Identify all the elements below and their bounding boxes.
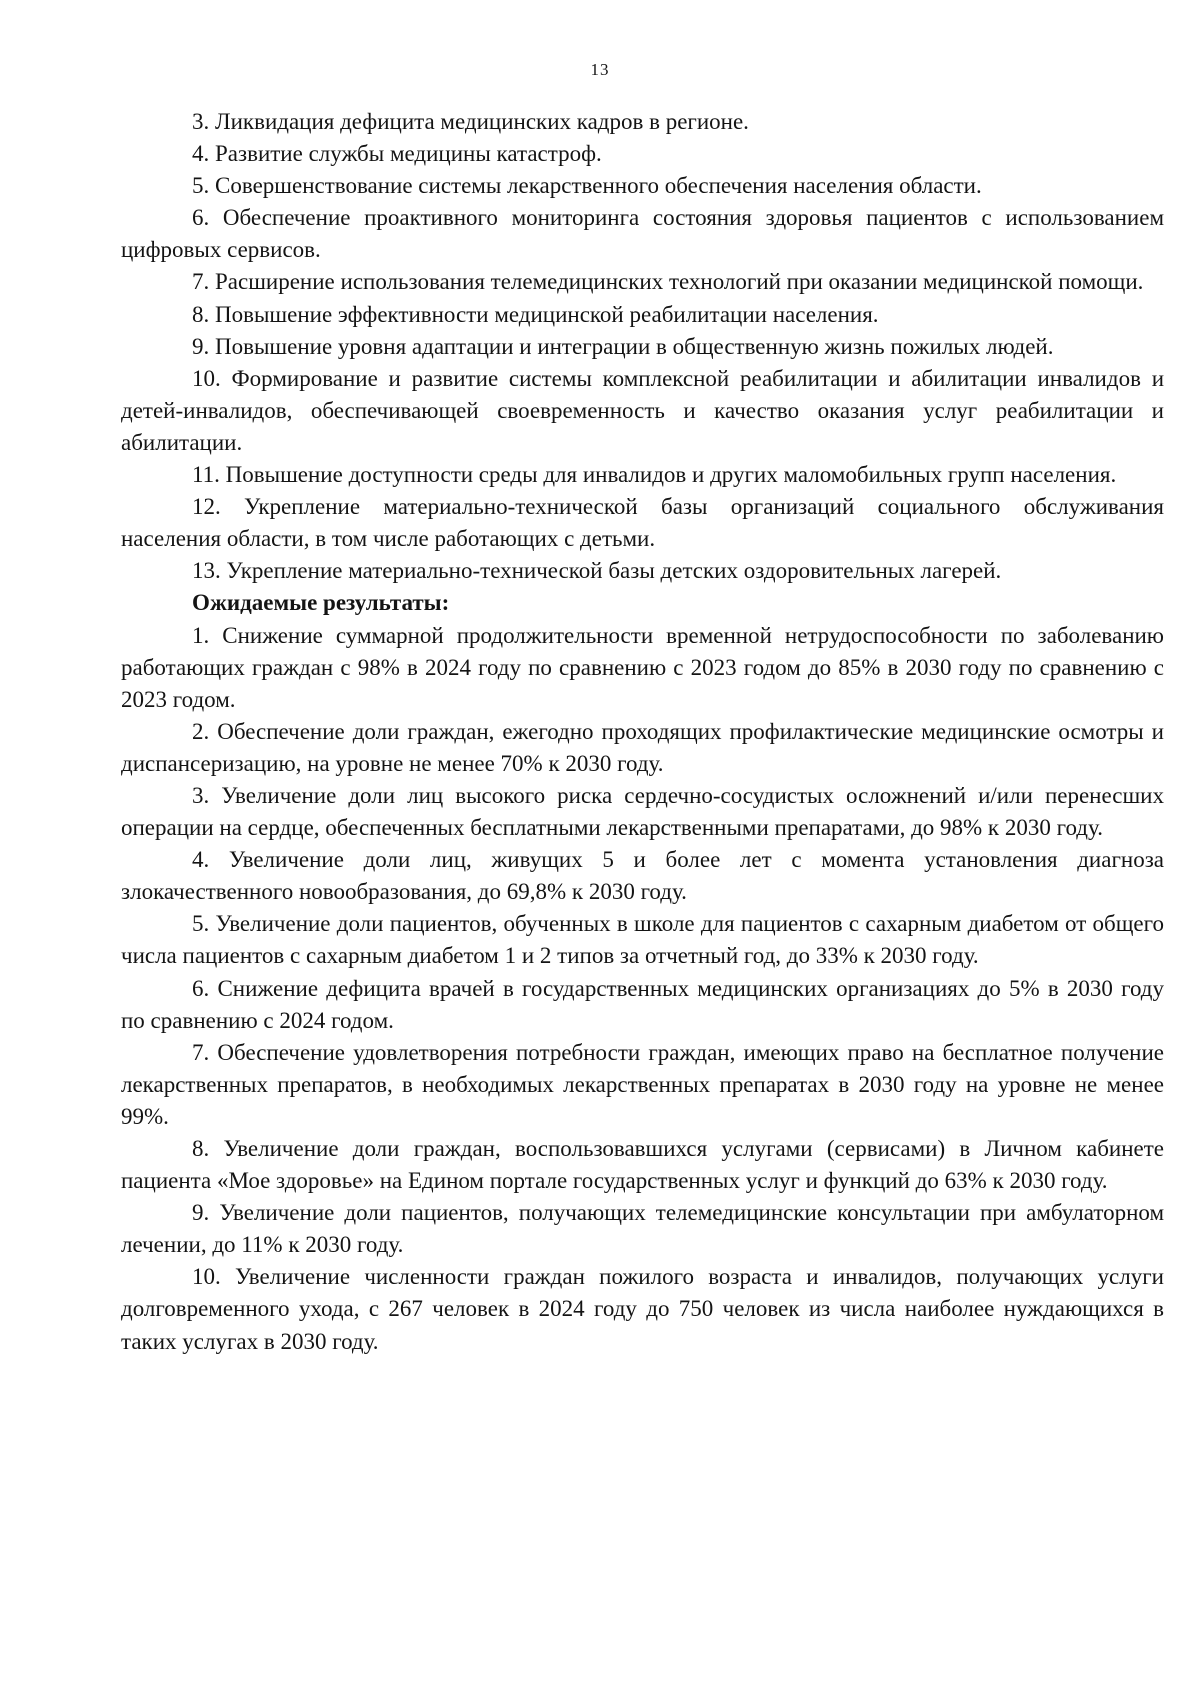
result-item: 10. Увеличение численности граждан пожилого возраста и инвалидов, получающих услуги долговременного ухода, с 267 человек в 2024 году до 750 человек из числа наиболее нуждающихся в таких услугах в 2030 году. <box>121 1264 1164 1354</box>
task-item: 6. Обеспечение проактивного мониторинга состояния здоровья пациентов с использованием цифровых сервисов. <box>121 205 1164 263</box>
result-item: 5. Увеличение доли пациентов, обученных в школе для пациентов с сахарным диабетом от общего числа пациентов с сахарным диабетом 1 и 2 типов за отчетный год, до 33% к 2030 году. <box>121 911 1164 969</box>
task-item: 7. Расширение использования телемедицинских технологий при оказании медицинской помощи. <box>192 269 1144 295</box>
task-item: 10. Формирование и развитие системы комплексной реабилитации и абилитации инвалидов и детей-инвалидов, обеспечивающей своевременность и качество оказания услуг реабилитации и абилитации. <box>121 365 1164 455</box>
task-item: 11. Повышение доступности среды для инвалидов и других маломобильных групп населения. <box>192 462 1117 488</box>
task-item: 9. Повышение уровня адаптации и интеграции в общественную жизнь пожилых людей. <box>192 333 1054 359</box>
task-item: 3. Ликвидация дефицита медицинских кадров в регионе. <box>192 109 749 134</box>
result-item: 9. Увеличение доли пациентов, получающих телемедицинские консультации при амбулаторном лечении, до 11% к 2030 году. <box>121 1200 1164 1258</box>
result-item: 4. Увеличение доли лиц, живущих 5 и более лет с момента установления диагноза злокачественного новообразования, до 69,8% к 2030 году. <box>121 847 1164 905</box>
result-item: 6. Снижение дефицита врачей в государственных медицинских организациях до 5% в 2030 году по сравнению с 2024 годом. <box>121 975 1164 1033</box>
task-item: 5. Совершенствование системы лекарственного обеспечения населения области. <box>192 173 982 199</box>
page-number: 13 <box>590 60 610 79</box>
task-item: 13. Укрепление материально-технической базы детских оздоровительных лагерей. <box>192 558 1002 584</box>
result-item: 3. Увеличение доли лиц высокого риска сердечно-сосудистых осложнений и/или перенесших операции на сердце, обеспеченных бесплатными лекарственными препаратами, до 98% к 2030 году. <box>121 782 1164 841</box>
results-heading: Ожидаемые результаты: <box>192 590 450 616</box>
body-text <box>121 106 1164 1358</box>
result-item: 2. Обеспечение доли граждан, ежегодно проходящих профилактические медицинские осмотры и диспансеризацию, на уровне не менее 70% к 2030 году. <box>121 718 1164 776</box>
task-item: 8. Повышение эффективности медицинской реабилитации населения. <box>192 301 879 327</box>
task-item: 4. Развитие службы медицины катастроф. <box>192 141 602 167</box>
result-item: 1. Снижение суммарной продолжительности временной нетрудоспособности по заболеванию работающих граждан с 98% в 2024 году по сравнению с 2023 годом до 85% в 2030 году по сравнению с 2023 годом. <box>121 622 1164 712</box>
result-item: 8. Увеличение доли граждан, воспользовавшихся услугами (сервисами) в Личном кабинете пациента «Мое здоровье» на Едином портале государственных услуг и функций до 63% к 2030 году. <box>121 1136 1164 1194</box>
result-item: 7. Обеспечение удовлетворения потребности граждан, имеющих право на бесплатное получение лекарственных препаратов, в необходимых лекарственных препаратах в 2030 году на уровне не менее 99%. <box>121 1039 1164 1129</box>
task-item: 12. Укрепление материально-технической базы организаций социального обслуживания населения области, в том числе работающих с детьми. <box>121 494 1164 552</box>
